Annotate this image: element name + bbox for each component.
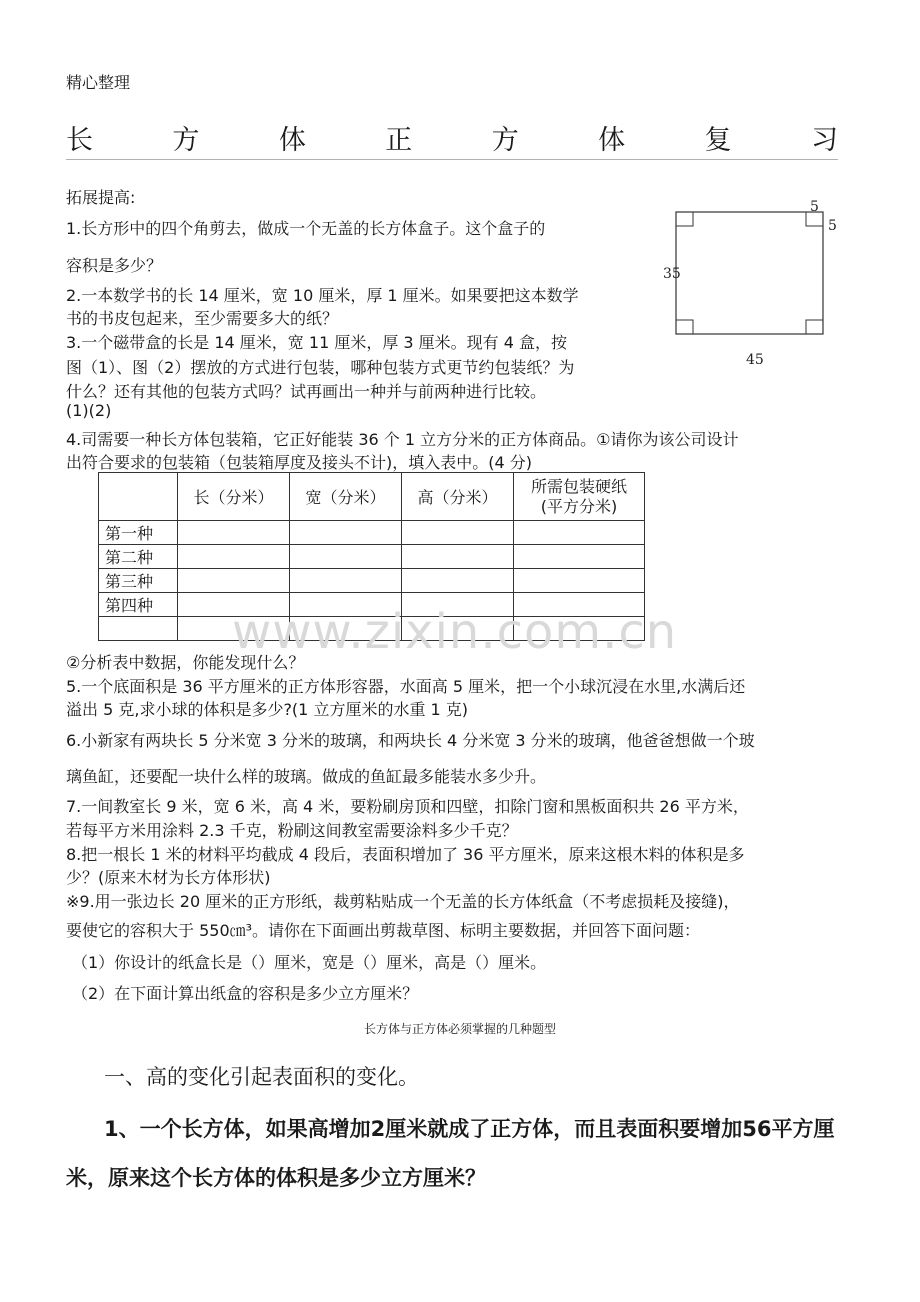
title-char: 体 [278, 125, 306, 156]
table-row [99, 569, 645, 593]
label-side: 35 [663, 266, 681, 282]
corner-square [676, 320, 693, 334]
table-header-cell: 宽（分米） [290, 473, 402, 521]
table-cell[interactable] [290, 569, 402, 593]
question-line: ※9.用一张边长 20 厘米的正方形纸，裁剪粘贴成一个无盖的长方体纸盒（不考虑损耗及接缝)， [66, 892, 740, 911]
question-line: 溢出 5 克,求小球的体积是多少?(1 立方厘米的水重 1 克) [66, 700, 469, 719]
page-title [66, 118, 838, 158]
corner-square [676, 212, 693, 226]
title-char: 复 [704, 125, 732, 156]
question-line: ②分析表中数据，你能发现什么？ [66, 653, 305, 672]
section-heading: 一、高的变化引起表面积的变化。 [104, 1065, 419, 1089]
question-line: 图（1）、图（2）摆放的方式进行包装，哪种包装方式更节约包装纸？为 [66, 358, 575, 377]
question-line: 7.一间教室长 9 米，宽 6 米，高 4 米，要粉刷房顶和四壁，扣除门窗和黑板面积共 26 平方米， [66, 797, 749, 816]
title-divider [66, 159, 838, 160]
question-line: (1)(2) [66, 401, 112, 420]
question-line: （1）你设计的纸盒长是（）厘米，宽是（）厘米，高是（）厘米。 [72, 953, 547, 972]
row-label [99, 617, 178, 641]
title-char: 正 [385, 125, 413, 156]
table-header-line: (平方分米) [540, 496, 618, 516]
question-line: 少？(原来木材为长方体形状) [66, 868, 271, 887]
table-cell[interactable] [178, 545, 290, 569]
cut-corner-rectangle-figure [660, 196, 850, 376]
question-line: 璃鱼缸，还要配一块什么样的玻璃。做成的鱼缸最多能装水多少升。 [66, 767, 547, 786]
question-line: 2.一本数学书的长 14 厘米，宽 10 厘米，厚 1 厘米。如果要把这本数学 [66, 286, 579, 305]
table-row [99, 521, 645, 545]
question-line: 书的书皮包起来，至少需要多大的纸？ [66, 309, 339, 328]
label-corner-right: 5 [828, 218, 837, 234]
table-row [99, 545, 645, 569]
table-cell[interactable] [178, 521, 290, 545]
table-cell[interactable] [514, 521, 645, 545]
header-label: 精心整理 [66, 73, 131, 92]
question-line: 8.把一根长 1 米的材料平均截成 4 段后，表面积增加了 36 平方厘米，原来这根木料的体积是多 [66, 845, 745, 864]
question-line: 6.小新家有两块长 5 分米宽 3 分米的玻璃，和两块长 4 分米宽 3 分米的玻璃，他爸爸想做一个玻 [66, 731, 755, 750]
table-header-cell [99, 473, 178, 521]
question-line: 什么？还有其他的包装方式吗？试再画出一种并与前两种进行比较。 [66, 382, 547, 401]
corner-square [806, 320, 823, 334]
section-subtitle: 长方体与正方体必须掌握的几种题型 [363, 1022, 556, 1036]
question-line-bold: 米，原来这个长方体的体积是多少立方厘米？ [66, 1166, 486, 1190]
label-bottom: 45 [746, 352, 764, 368]
section-label: 拓展提高: [66, 188, 136, 207]
title-char: 方 [172, 125, 200, 156]
table-cell[interactable] [514, 569, 645, 593]
title-char: 长 [66, 125, 93, 156]
table-cell[interactable] [402, 569, 514, 593]
table-cell[interactable] [290, 521, 402, 545]
question-line: 要使它的容积大于 550㎝³。请你在下面画出剪裁草图、标明主要数据，并回答下面问题： [66, 921, 701, 940]
question-line: 3.一个磁带盒的长是 14 厘米，宽 11 厘米，厚 3 厘米。现有 4 盒，按 [66, 333, 568, 352]
question-line: 1.长方形中的四个角剪去，做成一个无盖的长方体盒子。这个盒子的 [66, 219, 546, 238]
title-char: 体 [598, 125, 626, 156]
table-header-line: 所需包装硬纸 [530, 476, 627, 496]
question-line: 5.一个底面积是 36 平方厘米的正方体形容器，水面高 5 厘米，把一个小球沉浸在水里,水满后还 [66, 677, 746, 696]
question-line: 4.司需要一种长方体包装箱，它正好能装 36 个 1 立方分米的正方体商品。①请你为该公司设计 [66, 430, 739, 449]
question-line: 容积是多少？ [66, 256, 163, 275]
table-header-row [99, 473, 645, 521]
table-cell[interactable] [290, 545, 402, 569]
row-label: 第一种 [99, 521, 178, 545]
figure-outline [676, 212, 823, 334]
table-cell[interactable] [402, 545, 514, 569]
table-header-cell [514, 473, 645, 521]
question-line: （2）在下面计算出纸盒的容积是多少立方厘米？ [72, 984, 419, 1003]
row-label: 第三种 [99, 569, 178, 593]
table-cell[interactable] [402, 521, 514, 545]
row-label: 第四种 [99, 593, 178, 617]
title-char: 习 [810, 125, 838, 156]
row-label: 第二种 [99, 545, 178, 569]
watermark: www.zixin.com.cn [232, 604, 678, 660]
table-header-cell: 高（分米） [402, 473, 514, 521]
table-cell[interactable] [178, 569, 290, 593]
question-line: 若每平方米用涂料 2.3 千克，粉刷这间教室需要涂料多少千克？ [66, 821, 518, 840]
table-cell[interactable] [514, 545, 645, 569]
question-line: 出符合要求的包装箱（包装箱厚度及接头不计)，填入表中。(4 分) [66, 453, 532, 472]
table-header-cell: 长（分米） [178, 473, 290, 521]
title-char: 方 [491, 125, 519, 156]
question-line-bold: 1、一个长方体，如果高增加2厘米就成了正方体，而且表面积要增加56平方厘 [104, 1117, 835, 1141]
label-corner-top: 5 [810, 199, 819, 215]
